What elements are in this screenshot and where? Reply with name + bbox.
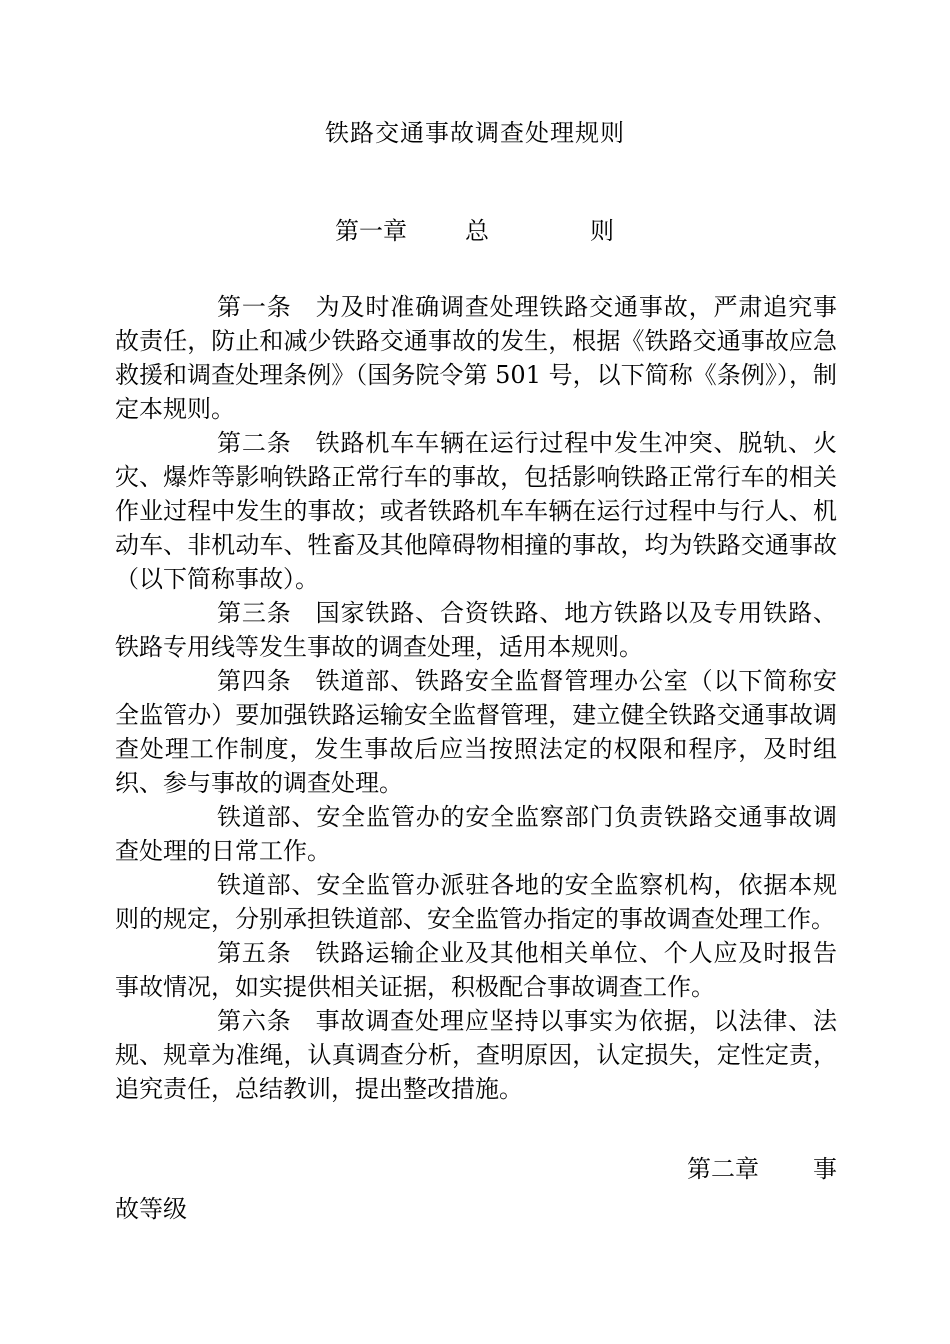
continuation-paragraph [115,800,837,868]
chapter-2-name-continuation: 故等级 [115,1195,187,1223]
article-text: 事故调查处理应坚持以事实为依据，以法律、法规、规章为准绳，认真调查分析，查明原因，认定损失，定性定责，追究责任，总结教训，提出整改措施。 [115,1007,837,1103]
chapter-1-name-part1: 总 [465,217,489,245]
chapter-1-body [115,290,837,1106]
chapter-2-label: 第二章 [687,1155,759,1183]
chapter-2-name-start: 事 [813,1155,837,1183]
article-number: 第一条 [217,293,292,321]
article-paragraph [115,1004,837,1106]
article-number: 第五条 [217,939,292,967]
chapter-2-heading-line1 [115,1152,837,1186]
article-text: 铁路机车车辆在运行过程中发生冲突、脱轨、火灾、爆炸等影响铁路正常行车的事故，包括影响铁路正常行车的相关作业过程中发生的事故；或者铁路机车车辆在运行过程中与行人、机动车、非机动车、牲畜及其他障碍物相撞的事故，均为铁路交通事故（以下简称事故）。 [115,429,837,593]
paragraph-text: 铁道部、安全监管办派驻各地的安全监察机构，依据本规则的规定，分别承担铁道部、安全监管办指定的事故调查处理工作。 [115,871,837,933]
article-number: 第六条 [217,1007,292,1035]
article-paragraph [115,936,837,1004]
article-paragraph [115,664,837,800]
continuation-paragraph [115,868,837,936]
chapter-1-heading [335,214,614,248]
article-text: 为及时准确调查处理铁路交通事故，严肃追究事故责任，防止和减少铁路交通事故的发生，根据《铁路交通事故应急救援和调查处理条例》（国务院令第 501 号，以下简称《条例》），制定本规则。 [115,293,837,423]
paragraph-text: 铁道部、安全监管办的安全监察部门负责铁路交通事故调查处理的日常工作。 [115,803,837,865]
article-number: 第三条 [217,599,292,627]
document-title: 铁路交通事故调查处理规则 [325,119,625,147]
article-text: 铁路运输企业及其他相关单位、个人应及时报告事故情况，如实提供相关证据，积极配合事故调查工作。 [115,939,837,1001]
article-paragraph [115,596,837,664]
chapter-2-heading [115,1152,837,1226]
article-paragraph [115,426,837,596]
article-text: 国家铁路、合资铁路、地方铁路以及专用铁路、铁路专用线等发生事故的调查处理，适用本规则。 [115,599,837,661]
chapter-1-name-part2: 则 [590,217,614,245]
article-text: 铁道部、铁路安全监督管理办公室（以下简称安全监管办）要加强铁路运输安全监督管理，建立健全铁路交通事故调查处理工作制度，发生事故后应当按照法定的权限和程序，及时组织、参与事故的调查处理。 [115,667,837,797]
chapter-1-label: 第一章 [335,217,407,245]
article-number: 第四条 [217,667,292,695]
article-paragraph [115,290,837,426]
article-number: 第二条 [217,429,292,457]
